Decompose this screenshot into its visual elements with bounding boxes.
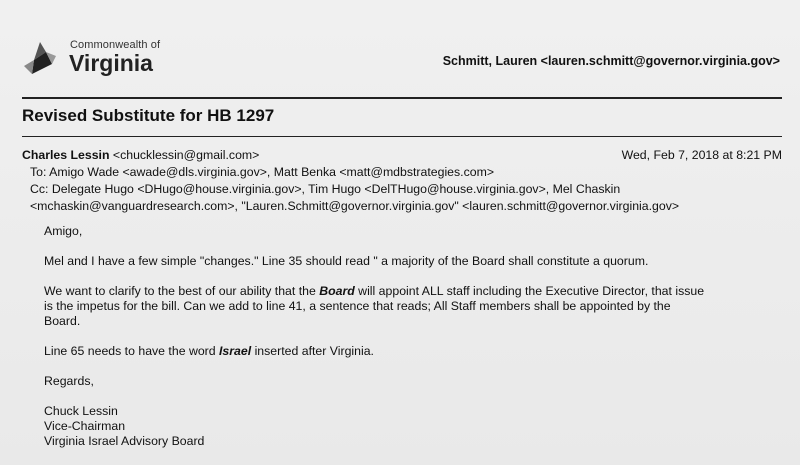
header-divider <box>22 97 782 99</box>
greeting: Amigo, <box>44 224 83 238</box>
paragraph-3-end: inserted after Virginia. <box>251 344 374 358</box>
to-line: To: Amigo Wade <awade@dls.virginia.gov>, Matt Benka <matt@mdbstrategies.com> <box>30 165 495 179</box>
logo-commonwealth-text: Commonwealth of <box>70 39 161 51</box>
paragraph-2-start: We want to clarify to the best of our ability that the <box>44 284 320 298</box>
cc-line-1: Cc: Delegate Hugo <DHugo@house.virginia.gov>, Tim Hugo <DelTHugo@house.virginia.gov>, Mel Chaskin <box>30 182 621 196</box>
cc-line-2: <mchaskin@vanguardresearch.com>, "Lauren.Schmitt@governor.virginia.gov" <lauren.schmitt@governor.virginia.gov> <box>30 199 680 213</box>
paragraph-3-start: Line 65 needs to have the word <box>44 344 220 358</box>
email-subject: Revised Substitute for HB 1297 <box>22 106 275 125</box>
signature-name: Chuck Lessin <box>44 404 118 418</box>
paragraph-2-line1-end: will appoint ALL staff including the Executive Director, that issue <box>354 284 705 298</box>
paragraph-2-line3: Board. <box>44 314 81 328</box>
logo-virginia-text: Virginia <box>69 50 153 76</box>
signature-title: Vice-Chairman <box>44 419 126 433</box>
signature-organization: Virginia Israel Advisory Board <box>44 434 205 448</box>
paragraph-1: Mel and I have a few simple "changes." Line 35 should read " a majority of the Board shall constitute a quorum. <box>44 254 649 268</box>
message-date: Wed, Feb 7, 2018 at 8:21 PM <box>621 148 782 162</box>
message-body <box>44 224 784 449</box>
message-meta <box>22 147 782 215</box>
subject-divider <box>22 136 782 137</box>
from-email: <chucklessin@gmail.com> <box>112 148 260 162</box>
virginia-cardinal-icon <box>22 40 68 76</box>
paragraph-2 <box>44 284 784 329</box>
virginia-logo <box>22 38 172 78</box>
paragraph-3-emphasis: Israel <box>219 344 252 358</box>
paragraph-2-line2: is the impetus for the bill. Can we add to line 41, a sentence that reads; All Staff members shall be appointed by the <box>44 299 671 313</box>
account-sender: Schmitt, Lauren <lauren.schmitt@governor.virginia.gov> <box>442 54 780 68</box>
from-name: Charles Lessin <box>22 148 110 162</box>
closing: Regards, <box>44 374 94 388</box>
paragraph-3 <box>44 344 784 359</box>
paragraph-2-emphasis: Board <box>319 284 355 298</box>
